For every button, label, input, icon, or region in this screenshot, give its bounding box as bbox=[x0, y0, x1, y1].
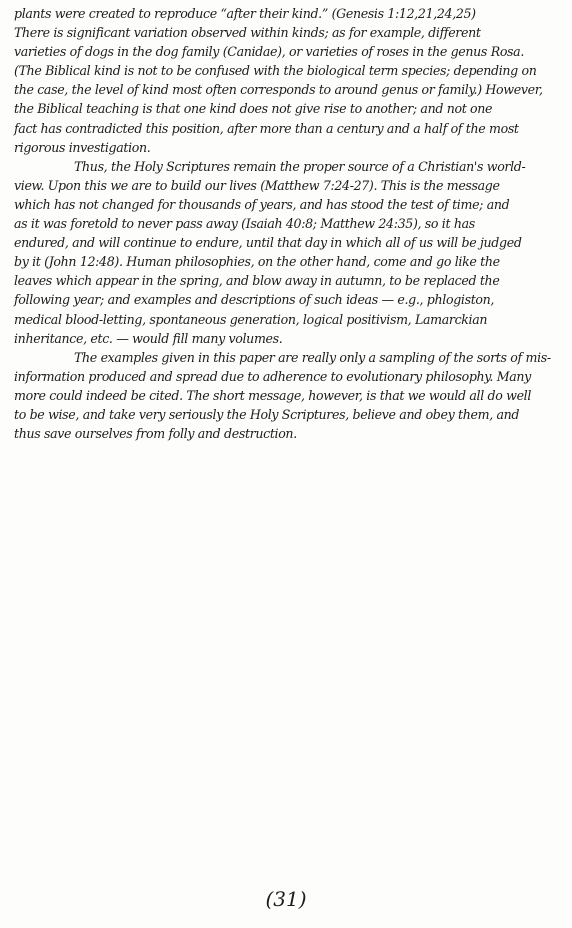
text-line: thus save ourselves from folly and destruction. bbox=[14, 426, 297, 442]
text-line: There is significant variation observed within kinds; as for example, different bbox=[14, 25, 481, 41]
text-line: leaves which appear in the spring, and blow away in autumn, to be replaced the bbox=[14, 273, 500, 289]
text-line: to be wise, and take very seriously the Holy Scriptures, believe and obey them, and bbox=[14, 406, 520, 422]
text-line: (The Biblical kind is not to be confused with the biological term species; depending on bbox=[14, 63, 537, 79]
text-line: view. Upon this we are to build our lives (Matthew 7:24-27). This is the message bbox=[14, 177, 500, 193]
text-line: following year; and examples and descriptions of such ideas — e.g., phlogiston, bbox=[14, 292, 495, 308]
text-line: varieties of dogs in the dog family (Canidae), or varieties of roses in the genus Rosa. bbox=[14, 44, 524, 60]
text-line: medical blood-letting, spontaneous generation, logical positivism, Lamarckian bbox=[14, 311, 488, 327]
text-line: the case, the level of kind most often corresponds to around genus or family.) However, bbox=[14, 82, 543, 98]
text-line: endured, and will continue to endure, until that day in which all of us will be judged bbox=[14, 235, 522, 251]
text-line: inheritance, etc. — would fill many volumes. bbox=[14, 330, 283, 346]
text-line: plants were created to reproduce “after their kind.” (Genesis 1:12,21,24,25) bbox=[14, 6, 476, 21]
text-line: information produced and spread due to adherence to evolutionary philosophy. Many bbox=[14, 368, 531, 384]
text-line: more could indeed be cited. The short message, however, is that we would all do well bbox=[14, 387, 532, 403]
body-text bbox=[14, 4, 562, 443]
paragraph-start-line: The examples given in this paper are really only a sampling of the sorts of mis- bbox=[74, 349, 551, 365]
paragraph-start-line: Thus, the Holy Scriptures remain the proper source of a Christian's world- bbox=[74, 158, 526, 174]
page-number: (31) bbox=[265, 887, 307, 911]
text-line: which has not changed for thousands of years, and has stood the test of time; and bbox=[14, 196, 510, 212]
text-line: by it (John 12:48). Human philosophies, on the other hand, come and go like the bbox=[14, 254, 500, 270]
text-line: rigorous investigation. bbox=[14, 139, 151, 155]
text-line: the Biblical teaching is that one kind does not give rise to another; and not one bbox=[14, 101, 493, 117]
text-line: as it was foretold to never pass away (Isaiah 40:8; Matthew 24:35), so it has bbox=[14, 216, 475, 232]
text-line: fact has contradicted this position, after more than a century and a half of the most bbox=[14, 120, 519, 136]
